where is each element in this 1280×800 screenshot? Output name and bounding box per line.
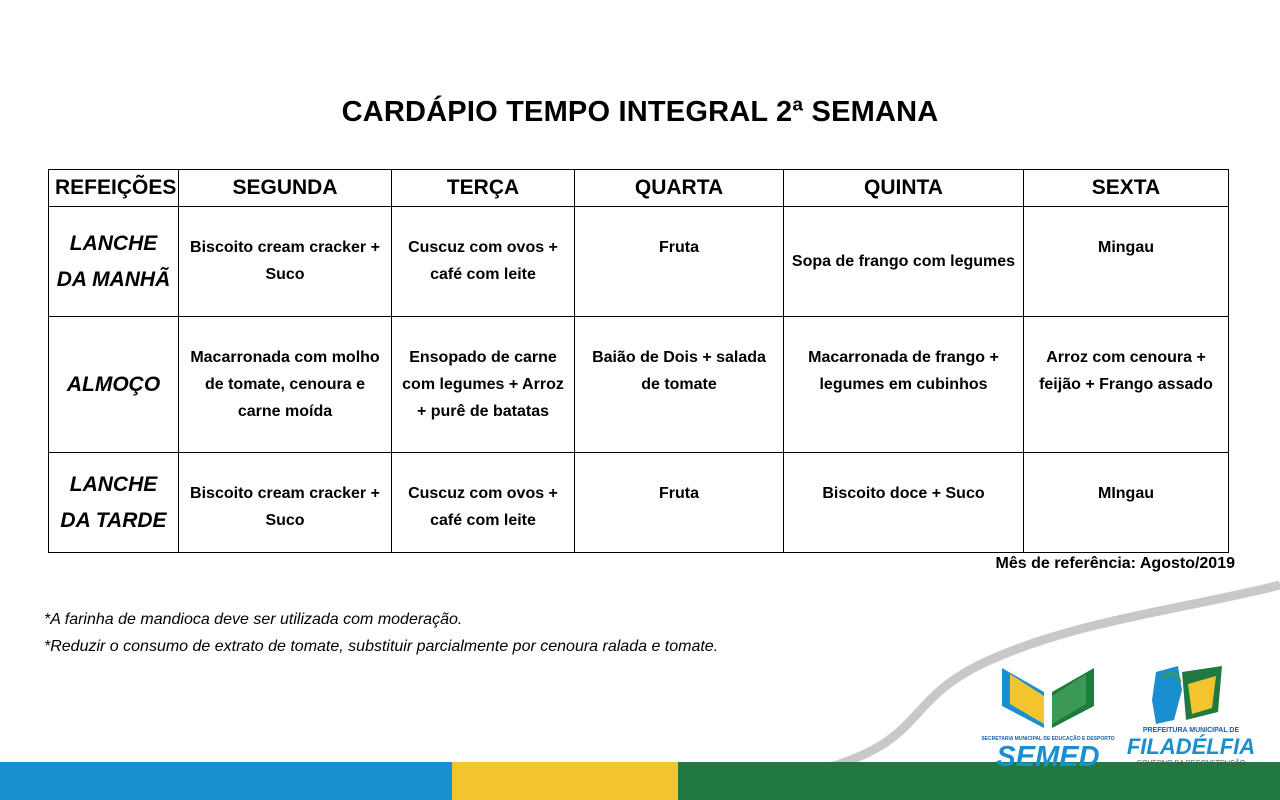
filadelfia-logo [1126, 660, 1256, 772]
menu-cell: Fruta [575, 207, 784, 317]
reference-month: Mês de referência: Agosto/2019 [995, 555, 1235, 572]
note-flour: *A farinha de mandioca deve ser utilizada com moderação. [44, 611, 463, 628]
header-meals: REFEIÇÕES [49, 170, 179, 207]
menu-cell: Macarronada de frango + legumes em cubinhos [784, 317, 1024, 453]
header-monday: SEGUNDA [179, 170, 392, 207]
semed-caption: SECRETARIA MUNICIPAL DE EDUCAÇÃO E DESPORTO [981, 736, 1115, 742]
menu-cell: Cuscuz com ovos + café com leite [392, 453, 575, 553]
menu-cell: Cuscuz com ovos + café com leite [392, 207, 575, 317]
menu-cell: Macarronada com molho de tomate, cenoura e carne moída [179, 317, 392, 453]
menu-cell: Fruta [575, 453, 784, 553]
menu-cell: MIngau [1024, 453, 1229, 553]
header-thursday: QUINTA [784, 170, 1024, 207]
meal-label: LANCHE DA MANHÃ [49, 207, 179, 317]
filadelfia-name: FILADÉLFIA [1126, 734, 1256, 759]
meal-label: ALMOÇO [49, 317, 179, 453]
menu-cell: Baião de Dois + salada de tomate [575, 317, 784, 453]
page-title: CARDÁPIO TEMPO INTEGRAL 2ª SEMANA [341, 96, 939, 128]
menu-cell: Biscoito cream cracker + Suco [179, 207, 392, 317]
menu-cell: Ensopado de carne com legumes + Arroz + purê de batatas [392, 317, 575, 453]
menu-cell: Biscoito cream cracker + Suco [179, 453, 392, 553]
menu-cell: Arroz com cenoura + feijão + Frango assado [1024, 317, 1229, 453]
menu-cell: Mingau [1024, 207, 1229, 317]
footer-band-blue [0, 762, 452, 800]
footer-band-yellow [452, 762, 678, 800]
meal-label: LANCHE DA TARDE [49, 453, 179, 553]
menu-cell: Sopa de frango com legumes [784, 207, 1024, 317]
header-friday: SEXTA [1024, 170, 1229, 207]
note-tomato: *Reduzir o consumo de extrato de tomate, substituir parcialmente por cenoura ralada e tomate. [44, 638, 719, 655]
semed-logo [981, 660, 1115, 773]
filadelfia-caption: PREFEITURA MUNICIPAL DE [1142, 727, 1240, 734]
filadelfia-slogan: GOVERNO DA RECONSTRUÇÃO [1136, 760, 1246, 767]
menu-cell: Biscoito doce + Suco [784, 453, 1024, 553]
header-wednesday: QUARTA [575, 170, 784, 207]
semed-name: SEMED [996, 741, 1100, 773]
header-tuesday: TERÇA [392, 170, 575, 207]
